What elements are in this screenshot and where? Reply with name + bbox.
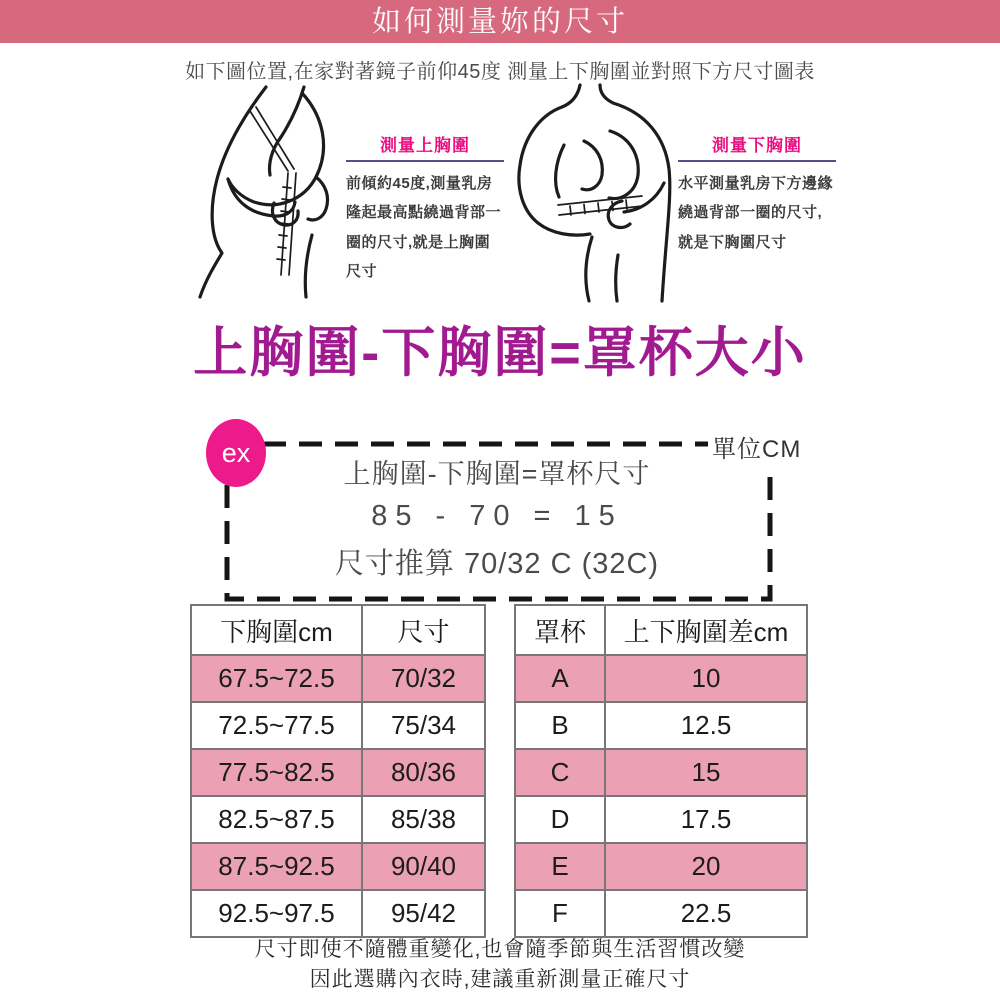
size-cell: 90/40 (362, 843, 485, 890)
example-calculation: 85 - 70 = 15 (371, 500, 623, 532)
table-row (515, 749, 807, 796)
table-row (191, 890, 485, 937)
difference-cell: 17.5 (605, 796, 807, 843)
table-row (191, 749, 485, 796)
size-header: 尺寸 (362, 605, 485, 655)
table-row (515, 843, 807, 890)
band-range-cell: 77.5~82.5 (191, 749, 362, 796)
band-range-cell: 67.5~72.5 (191, 655, 362, 702)
formula-headline: 上胸圍-下胸圍=罩杯大小 (193, 323, 807, 383)
cup-cell: C (515, 749, 605, 796)
upper-bust-instructions (346, 131, 504, 286)
band-range-cell: 92.5~97.5 (191, 890, 362, 937)
size-cell: 85/38 (362, 796, 485, 843)
under-bust-label: 測量下胸圍 (678, 131, 836, 162)
example-content (227, 452, 767, 582)
table-row (515, 890, 807, 937)
table-row (191, 702, 485, 749)
cup-header: 罩杯 (515, 605, 605, 655)
example-badge: ex (206, 419, 266, 487)
band-header: 下胸圍cm (191, 605, 362, 655)
example-formula: 上胸圍-下胸圍=罩杯尺寸 (343, 459, 651, 489)
difference-cell: 15 (605, 749, 807, 796)
cup-cell: B (515, 702, 605, 749)
difference-cell: 20 (605, 843, 807, 890)
example-result: 尺寸推算 70/32 C (32C) (334, 548, 660, 580)
table-row (191, 655, 485, 702)
footer-note-line1: 尺寸即使不隨體重變化,也會隨季節與生活習慣改變 (254, 938, 746, 961)
page-title: 如何測量妳的尺寸 (0, 0, 1000, 43)
band-range-cell: 72.5~77.5 (191, 702, 362, 749)
difference-cell: 12.5 (605, 702, 807, 749)
difference-cell: 22.5 (605, 890, 807, 937)
cup-cell: E (515, 843, 605, 890)
size-cell: 80/36 (362, 749, 485, 796)
cup-cell: A (515, 655, 605, 702)
difference-cell: 10 (605, 655, 807, 702)
cup-cell: F (515, 890, 605, 937)
table-row (191, 843, 485, 890)
upper-bust-label: 測量上胸圍 (346, 131, 504, 162)
band-range-cell: 82.5~87.5 (191, 796, 362, 843)
size-cell: 75/34 (362, 702, 485, 749)
under-bust-instructions (678, 131, 836, 257)
table-row (515, 796, 807, 843)
cup-cell: D (515, 796, 605, 843)
instruction-subtitle: 如下圖位置,在家對著鏡子前仰45度 測量上下胸圍並對照下方尺寸圖表 (185, 61, 815, 83)
table-header-row (191, 605, 485, 655)
unit-cm-label: 單位CM (708, 429, 805, 464)
band-size-table (190, 604, 486, 938)
table-row (515, 702, 807, 749)
upper-bust-text: 前傾約45度,測量乳房隆起最高點繞過背部一圈的尺寸,就是上胸圍尺寸 (346, 175, 502, 280)
cup-size-table (514, 604, 808, 938)
footer-note-line2: 因此選購內衣時,建議重新測量正確尺寸 (309, 968, 691, 991)
table-row (515, 655, 807, 702)
band-range-cell: 87.5~92.5 (191, 843, 362, 890)
difference-header: 上下胸圍差cm (605, 605, 807, 655)
upper-bust-measure-figure (180, 83, 355, 303)
table-header-row (515, 605, 807, 655)
under-bust-text: 水平測量乳房下方邊緣繞過背部一圈的尺寸,就是下胸圍尺寸 (678, 175, 834, 251)
size-cell: 70/32 (362, 655, 485, 702)
under-bust-measure-figure (494, 83, 684, 303)
size-cell: 95/42 (362, 890, 485, 937)
table-row (191, 796, 485, 843)
